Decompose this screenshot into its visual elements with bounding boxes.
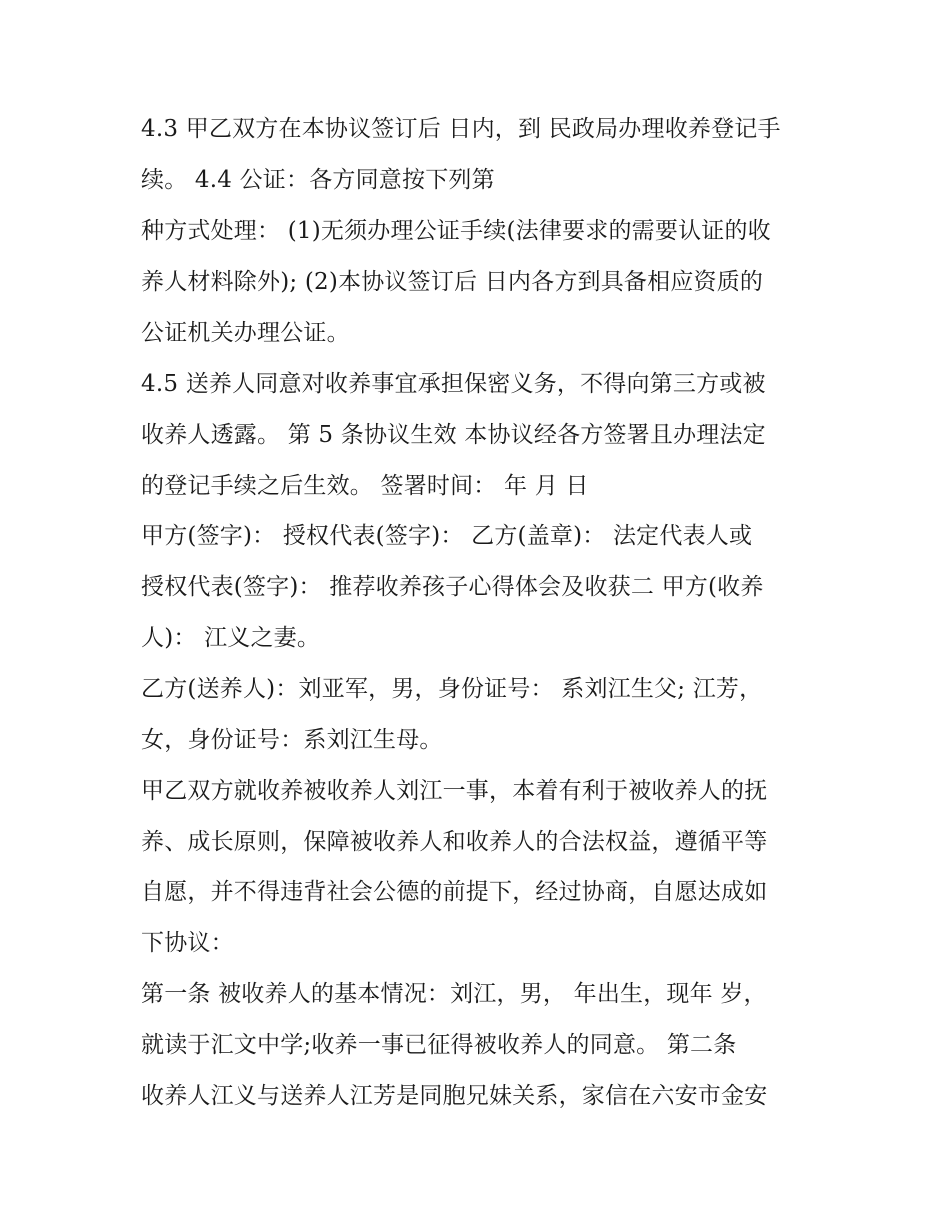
text-line: 收养人江义与送养人江芳是同胞兄妹关系，家信在六安市金安 (141, 1083, 768, 1109)
text-line: 收养人透露。 第 5 条协议生效 本协议经各方签署且办理法定 (141, 422, 766, 448)
text-line: 女，身份证号：系刘江生母。 (141, 727, 443, 753)
text-line: 授权代表(签字)： 推荐收养孩子心得体会及收获二 甲方(收养 (141, 574, 764, 600)
text-line: 4.3 甲乙双方在本协议签订后 日内，到 民政局办理收养登记手 (141, 116, 781, 142)
text-line: 养、成长原则，保障被收养人和收养人的合法权益，遵循平等 (141, 829, 768, 855)
text-line: 乙方(送养人)：刘亚军，男，身份证号： 系刘江生父; 江芳， (141, 676, 763, 702)
text-line: 自愿，并不得违背社会公德的前提下，经过协商，自愿达成如 (141, 879, 768, 905)
text-line: 甲方(签字)： 授权代表(签字)： 乙方(盖章)： 法定代表人或 (141, 523, 753, 549)
text-line: 公证机关办理公证。 (141, 320, 350, 346)
text-line: 第一条 被收养人的基本情况：刘江，男， 年出生，现年 岁， (141, 981, 767, 1007)
text-line: 就读于汇文中学;收养一事已征得被收养人的同意。 第二条 (141, 1032, 737, 1058)
text-line: 甲乙双方就收养被收养人刘江一事，本着有利于被收养人的抚 (141, 778, 768, 804)
text-line: 种方式处理： (1)无须办理公证手续(法律要求的需要认证的收 (141, 218, 771, 244)
text-line: 的登记手续之后生效。 签署时间： 年 月 日 (141, 473, 589, 499)
text-line: 续。 4.4 公证：各方同意按下列第 (141, 167, 495, 193)
text-line: 4.5 送养人同意对收养事宜承担保密义务，不得向第三方或被 (141, 371, 766, 397)
text-line: 人)： 江义之妻。 (141, 625, 321, 651)
text-line: 养人材料除外); (2)本协议签订后 日内各方到具备相应资质的 (141, 269, 764, 295)
text-line: 下协议： (141, 930, 234, 956)
